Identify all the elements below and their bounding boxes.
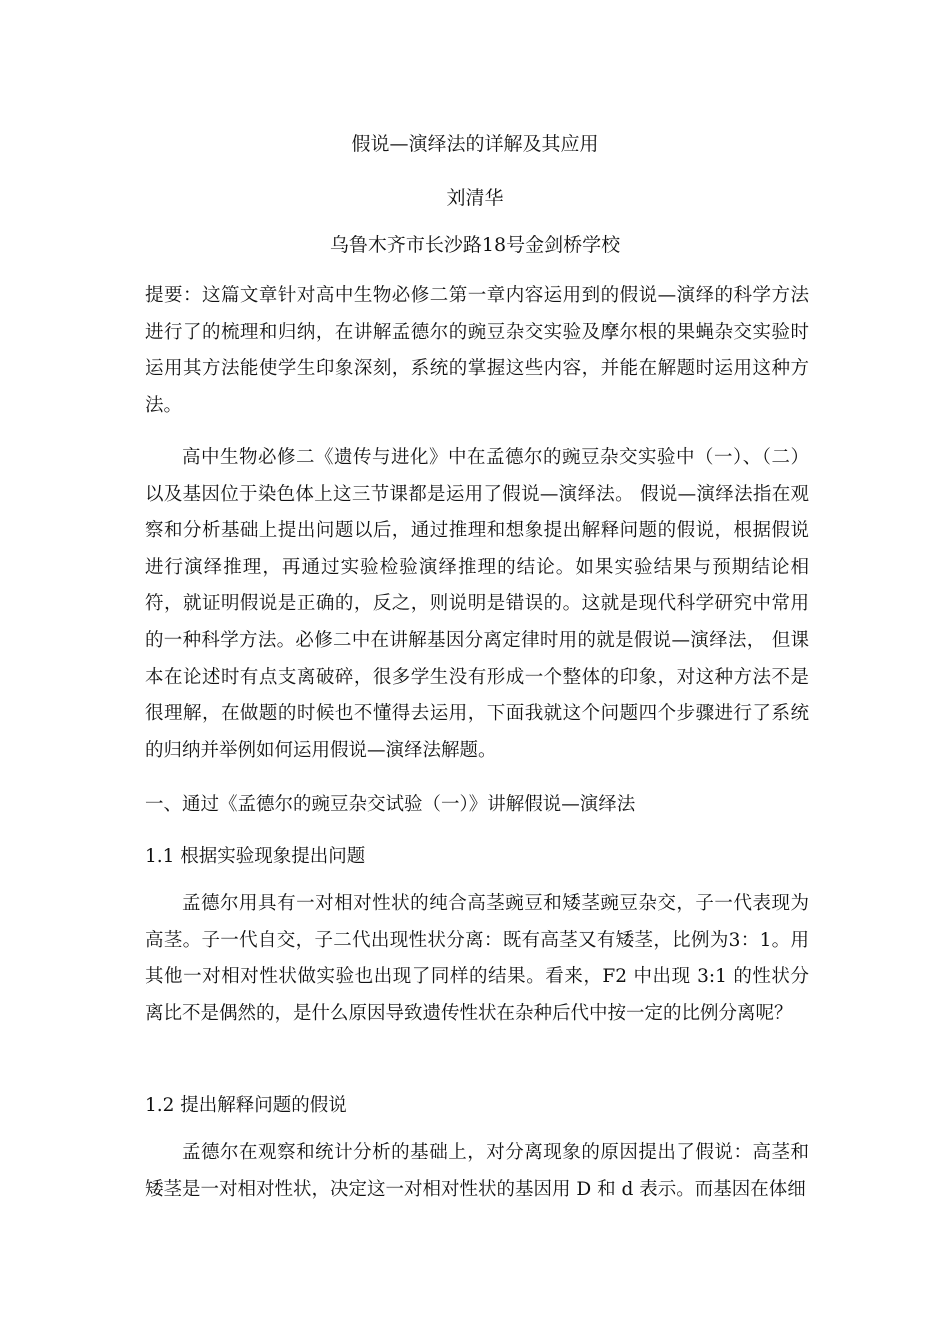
intro-paragraph: 高中生物必修二《遗传与进化》中在孟德尔的豌豆杂交实验中（一）、（二）以及基因位于染色体上这三节课都是运用了假说—演绎法。 假说—演绎法指在观察和分析基础上提出问题以后，通过推理和想象提出解释问题的假说，根据假说进行演绎推理，再通过实验检验演绎推理的结论。如果实验结果与预期结论相符，就证明假说是正确的，反之，则说明是错误的。这就是现代科学研究中常用的一种科学方法。必修二中在讲解基因分离定律时用的就是假说—演绎法， 但课本在论述时有点支离破碎，很多学生没有形成一个整体的印象，对这种方法不是很理解，在做题的时候也不懂得去运用，下面我就这个问题四个步骤进行了系统的归纳并举例如何运用假说—演绎法解题。 <box>145 447 809 761</box>
author-name: 刘清华 <box>446 187 504 209</box>
subsection-1-1-body: 孟德尔用具有一对相对性状的纯合高茎豌豆和矮茎豌豆杂交，子一代表现为高茎。子一代自交，子二代出现性状分离：既有高茎又有矮茎，比例为3：1。用其他一对相对性状做实验也出现了同样的结果。看来，F2 中出现 3:1 的性状分离比不是偶然的，是什么原因导致遗传性状在杂种后代中按一定的比例分离呢？ <box>145 893 809 1024</box>
document-title: 假说—演绎法的详解及其应用 <box>351 133 599 155</box>
subsection-1-2-body: 孟德尔在观察和统计分析的基础上，对分离现象的原因提出了假说：高茎和矮茎是一对相对性状，决定这一对相对性状的基因用 D 和 d 表示。而基因在体细 <box>145 1142 809 1200</box>
subsection-1-1-heading: 1.1 根据实验现象提出问题 <box>145 846 366 867</box>
subsection-1-2-heading: 1.2 提出解释问题的假说 <box>145 1095 347 1116</box>
section-1-heading: 一、通过《孟德尔的豌豆杂交试验（一）》讲解假说—演绎法 <box>145 794 636 815</box>
abstract-paragraph: 提要：这篇文章针对高中生物必修二第一章内容运用到的假说—演绎的科学方法进行了的梳理和归纳，在讲解孟德尔的豌豆杂交实验及摩尔根的果蝇杂交实验时运用其方法能使学生印象深刻，系统的掌握这些内容，并能在解题时运用这种方法。 <box>145 285 809 416</box>
author-affiliation: 乌鲁木齐市长沙路18号金剑桥学校 <box>329 234 621 256</box>
